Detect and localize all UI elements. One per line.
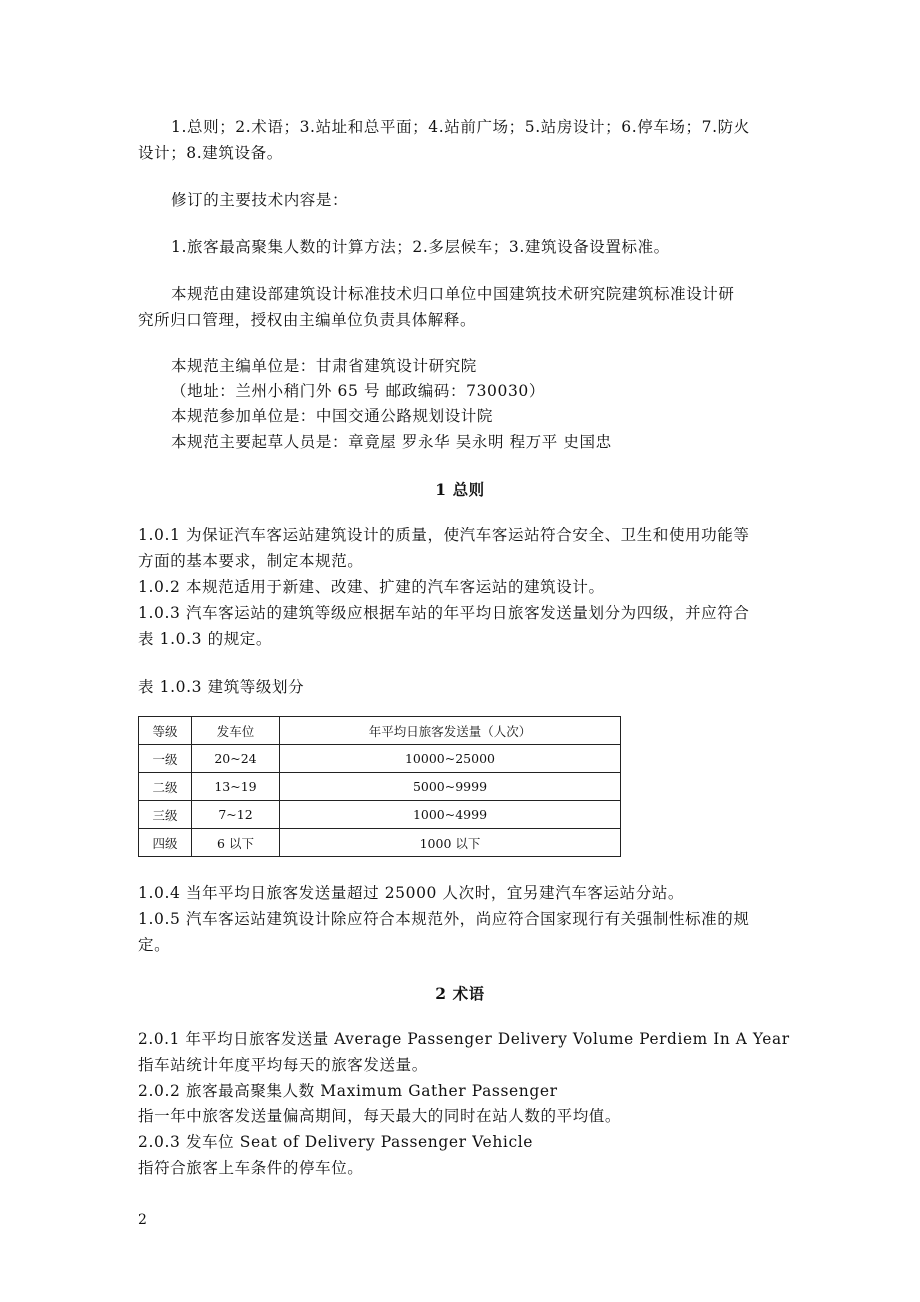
- clause-1-0-1-line-2: 方面的基本要求，制定本规范。: [138, 552, 364, 570]
- term-2-0-1-title: 2.0.1 年平均日旅客发送量 Average Passenger Delivery Volume Perdiem In A Year: [138, 1030, 790, 1048]
- chief-editor-unit: 本规范主编单位是：甘肃省建筑设计研究院: [171, 357, 477, 375]
- clause-1-0-1-line-1: 1.0.1 为保证汽车客运站建筑设计的质量，使汽车客运站符合安全、卫生和使用功能等: [138, 526, 750, 544]
- revision-items: 1.旅客最高聚集人数的计算方法；2.多层候车；3.建筑设备设置标准。: [171, 238, 670, 256]
- table-cell: 13~19: [192, 773, 280, 801]
- table-cell: 一级: [139, 745, 192, 773]
- table-header-cell: 发车位: [192, 717, 280, 745]
- clause-1-0-5-line-2: 定。: [138, 936, 171, 954]
- chapters-line-1: 1.总则；2.术语；3.站址和总平面；4.站前广场；5.站房设计；6.停车场；7.防火: [171, 118, 750, 136]
- table-row: [139, 745, 621, 773]
- term-2-0-3-definition: 指符合旅客上车条件的停车位。: [138, 1159, 364, 1177]
- table-row: [139, 801, 621, 829]
- table-header-cell: 等级: [139, 717, 192, 745]
- table-row: [139, 773, 621, 801]
- table-caption: 表 1.0.3 建筑等级划分: [138, 678, 305, 696]
- main-drafters: 本规范主要起草人员是：章竟屋 罗永华 吴永明 程万平 史国忠: [171, 433, 612, 451]
- table-cell: 6 以下: [192, 829, 280, 857]
- clause-1-0-5-line-1: 1.0.5 汽车客运站建筑设计除应符合本规范外，尚应符合国家现行有关强制性标准的规: [138, 910, 750, 928]
- management-line-1: 本规范由建设部建筑设计标准技术归口单位中国建筑技术研究院建筑标准设计研: [171, 285, 735, 303]
- section-2-heading: 2 术语: [435, 984, 485, 1003]
- table-cell: 10000~25000: [280, 745, 621, 773]
- building-grade-table: [138, 716, 621, 857]
- table-cell: 1000 以下: [280, 829, 621, 857]
- table-cell: 1000~4999: [280, 801, 621, 829]
- participating-unit: 本规范参加单位是：中国交通公路规划设计院: [171, 407, 494, 425]
- clause-1-0-3-line-2: 表 1.0.3 的规定。: [138, 630, 272, 648]
- table-cell: 二级: [139, 773, 192, 801]
- term-2-0-2-definition: 指一年中旅客发送量偏高期间，每天最大的同时在站人数的平均值。: [138, 1107, 622, 1125]
- table-header-cell: 年平均日旅客发送量（人次）: [280, 717, 621, 745]
- clause-1-0-3-line-1: 1.0.3 汽车客运站的建筑等级应根据车站的年平均日旅客发送量划分为四级，并应符合: [138, 604, 750, 622]
- term-2-0-3-title: 2.0.3 发车位 Seat of Delivery Passenger Vehicle: [138, 1133, 534, 1151]
- table-cell: 20~24: [192, 745, 280, 773]
- term-2-0-1-definition: 指车站统计年度平均每天的旅客发送量。: [138, 1056, 428, 1074]
- clause-1-0-2: 1.0.2 本规范适用于新建、改建、扩建的汽车客运站的建筑设计。: [138, 578, 605, 596]
- table-cell: 5000~9999: [280, 773, 621, 801]
- term-2-0-2-title: 2.0.2 旅客最高聚集人数 Maximum Gather Passenger: [138, 1082, 558, 1100]
- clause-1-0-4: 1.0.4 当年平均日旅客发送量超过 25000 人次时，宜另建汽车客运站分站。: [138, 884, 685, 902]
- chief-editor-address: （地址：兰州小稍门外 65 号 邮政编码：730030）: [171, 382, 545, 400]
- revision-intro: 修订的主要技术内容是：: [171, 191, 349, 209]
- table-row: [139, 829, 621, 857]
- table-cell: 四级: [139, 829, 192, 857]
- page-number: 2: [138, 1212, 147, 1228]
- management-line-2: 究所归口管理，授权由主编单位负责具体解释。: [138, 311, 477, 329]
- table-cell: 三级: [139, 801, 192, 829]
- chapters-line-2: 设计；8.建筑设备。: [138, 144, 283, 162]
- table-header-row: [139, 717, 621, 745]
- section-1-heading: 1 总则: [435, 480, 485, 499]
- table-cell: 7~12: [192, 801, 280, 829]
